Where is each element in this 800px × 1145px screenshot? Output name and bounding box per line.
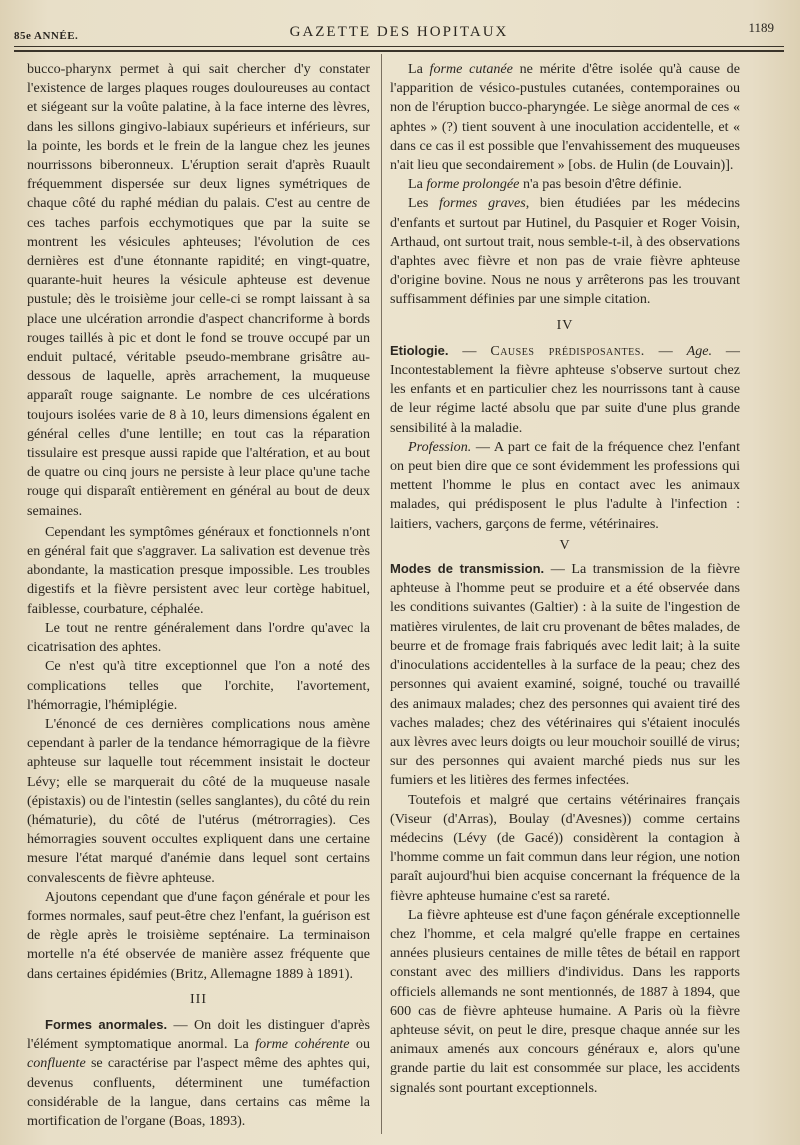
year-label: 85e ANNÉE.	[14, 30, 79, 42]
paragraph: Ajoutons cependant que d'une façon générale et pour les formes normales, sauf peut-être chez l'enfant, la guérison est de règle après le troisième septénaire. La terminaison mortelle n'a été observée de manière assez fréquente que dans certaines épidémies (Britz, Allemagne 1889 à 1891).	[27, 888, 370, 982]
left-column	[27, 60, 370, 1131]
paragraph-formes-graves	[390, 194, 740, 309]
text-run: La	[408, 61, 430, 77]
header-rule-thick	[14, 50, 784, 52]
text-run: ou	[349, 1036, 370, 1053]
paragraph-etiologie	[390, 341, 740, 438]
italic-run: Age.	[686, 342, 713, 359]
right-column	[390, 60, 740, 1098]
paragraph: La fièvre aphteuse est d'une façon générale exceptionnelle chez l'homme, et cela malgré qu'elle frappe en certaines années plusieurs centaines de mille têtes de bétail en rapport constant avec des milliers d'individus. Dans les rapports officiels allemands ne sont mentionnés, de 1887 à 1894, que 600 cas de fièvre aphteuse humaine. A Paris où la fièvre aphteuse sévit, on peut le dire, presque chaque année sur les animaux amenés aux concours généraux e, alors qu'une grande partie du lait est consommée sur place, les accidents signalés sont pourtant exceptionnels.	[390, 906, 740, 1096]
text-run: n'a pas besoin d'être définie.	[519, 176, 682, 193]
page-number: 1189	[748, 20, 774, 35]
paragraph: Le tout ne rentre généralement dans l'ordre qu'avec la cicatrisation des aphtes.	[27, 619, 370, 656]
paragraph: Cependant les symptômes généraux et fonctionnels n'ont en général fait que s'aggraver. La salivation est devenue très abondante, la mastication presque impossible. Les troubles digestifs et la fièvre persistent avec leur cortège habituel, faiblesse, courbature, céphalée.	[27, 523, 370, 617]
italic-run: Profession.	[408, 438, 472, 455]
text-run: — A part ce fait de la fréquence chez l'enfant on peut bien dire que ce sont évidemment les professions qui mettent l'homme le plus en contact avec les animaux malades, qui prédisposent le plus l'adulte à l'infection : laitiers, vachers, garçons de ferme, vétérinaires.	[390, 438, 740, 532]
paragraph-profession	[390, 438, 740, 534]
text-run: — Incontestablement la fièvre aphteuse s'observe surtout chez les enfants et en particulier chez les nourrissons tant à cause de leur régime lacté absolu que par suite d'une plus grande sensibilité à la maladie.	[390, 342, 740, 436]
section-heading: Formes anormales.	[45, 1016, 168, 1032]
italic-run: forme prolongée	[426, 176, 520, 193]
paragraph: bucco-pharynx permet à qui sait chercher d'y constater l'existence de larges plaques rouges douloureuses au contact et siégeant sur la voûte palatine, à la face interne des lèvres, dans les sillons gingivo-labiaux supérieurs et inférieurs, sur la pointe, les bords et le frein de la langue chez les jeunes nourrissons biberonneux. L'éruption serait d'après Ruault fréquemment dispersée sur deux lignes symétriques de chaque côté du raphé médian du palais. C'est au centre de ces taches parfois ecchymotiques que par la suite se montrent les vésicules aphteuses; l'évolution de ces dernières est d'une étonnante rapidité; en vingt-quatre, quarante-huit heures la vésicule aphteuse est devenue pustule; dès le troisième jour celle-ci se rompt laissant à sa place une ulcération arrondie d'aspect chancriforme à bords rouges taillés à pic et dont le fond se trouve occupé par un enduit pultacé, véritable pseudo-membrane grisâtre au-dessous de laquelle, après arrachement, la muqueuse apparaît rouge saignante. Le nombre de ces ulcérations toujours isolées varie de 8 à 10, leurs dimensions égalent en général celles d'une lentille; en tout cas la réparation tissulaire est presque aussi rapide que l'altération, et au bout de quatre ou cinq jours ne persiste à leur place qu'une tache rouge qui disparaît entièrement en général au bout de deux semaines.	[27, 61, 370, 519]
header-rule-thin	[14, 46, 784, 47]
section-number: IV	[556, 317, 574, 333]
text-run: — On doit les distinguer d'après l'élément symptomatique anormal. La	[27, 1016, 371, 1053]
text-run: ne mérite d'être isolée qu'à cause de l'apparition de vésico-pustules cutanées, contemporaines ou non de l'éruption bucco-pharyngée. Le siège anormal de ces « aphtes » (?) tient souvent à une inoculation accidentelle, et « dans ce cas il est possible que l'envahissement des muqueuses n'ait lieu que secondairement » [obs. de Hulin (de Louvain)].	[390, 61, 740, 174]
paragraph-transmission	[390, 559, 740, 790]
italic-run: forme cutanée	[429, 61, 513, 77]
italic-run: forme cohérente	[255, 1036, 350, 1053]
paragraph: Ce n'est qu'à titre exceptionnel que l'on a noté des complications telles que l'orchite, l'avortement, l'hémorragie, l'hémiplégie.	[27, 658, 370, 713]
page-header	[14, 20, 784, 46]
text-run: se caractérise par l'aspect même des aphtes qui, devenus confluents, déterminent une tuméfaction considérable de la langue, dans certains cas même la mortification de l'organe (Boas, 1893).	[27, 1055, 370, 1129]
text-run: — La transmission de la fièvre aphteuse à l'homme peut se produire et a été observée dans les conditions suivantes (Galtier) : à la suite de l'ingestion de matières virulentes, de lait cru provenant de bêtes malades, de beurre et de fromage frais fabriqués avec ledit lait; à la suite d'inoculations accidentelles à la surface de la peau; chez des personnes qui avaient examiné, soigné, touché ou travaillé des animaux malades; chez des personnes qui avaient tiré des vaches malades; chez des vétérinaires qui s'étaient inoculés aux lèvres avec leurs doigts ou leur mouchoir souillé de virus; sur des personnes qui avaient marché pieds nus sur les fumiers et les litières des fermes infectées.	[390, 561, 741, 789]
paragraph-formes-anormales	[27, 1015, 370, 1131]
paragraph: L'énoncé de ces dernières complications nous amène cependant à parler de la tendance hémorragique de la fièvre aphteuse sur laquelle tout récemment insistait le docteur Lévy; elle se marquerait du côté de la muqueuse nasale (épistaxis) ou de l'intestin (selles sanglantes), du côté du rein (hématurie), du côté de l'utérus (métrorragies). Ces hémorragies souvent occultes expliquent dans une certaine mesure l'état marqué d'anémie dans lequel sont certains convalescents de fièvre aphteuse.	[27, 715, 370, 886]
text-run: La	[408, 176, 427, 193]
section-heading: Etiologie.	[390, 342, 449, 358]
text-run: —	[644, 342, 687, 359]
italic-run: formes graves	[439, 195, 526, 212]
italic-run: confluente	[27, 1055, 86, 1072]
text-run: Les	[408, 195, 440, 212]
section-number: III	[190, 991, 207, 1007]
journal-title: GAZETTE DES HOPITAUX	[289, 24, 509, 40]
small-caps-run: Causes prédisposantes.	[490, 342, 645, 359]
section-heading: Modes de transmission.	[390, 561, 545, 577]
section-number: V	[559, 537, 571, 553]
paragraph-forme-prolongee	[390, 175, 740, 194]
paragraph-forme-cutanee	[390, 60, 740, 175]
text-run: , bien étudiées par les médecins d'enfants et surtout par Hutinel, du Pasquier et Roger Voisin, Arthaud, ont surtout trait, nous semble-t-il, à des observations d'aphtes avec fièvre et non pas de vraie fièvre aphteuse d'origine bovine. Nous ne nous y arrêterons pas les trouvant suffisamment définies par une simple citation.	[390, 195, 740, 308]
paragraph: Toutefois et malgré que certains vétérinaires français (Viseur (d'Arras), Boulay (d'Avesnes)) comme certains médecins (Lévy (de Gacé)) considèrent la contagion à l'homme comme un fait commun dans leur région, une notion paraît aujourd'hui bien acquise concernant la fréquence de la fièvre aphteuse humaine c'est sa rareté.	[390, 791, 740, 904]
column-divider	[381, 54, 382, 1134]
text-run: —	[448, 342, 491, 359]
